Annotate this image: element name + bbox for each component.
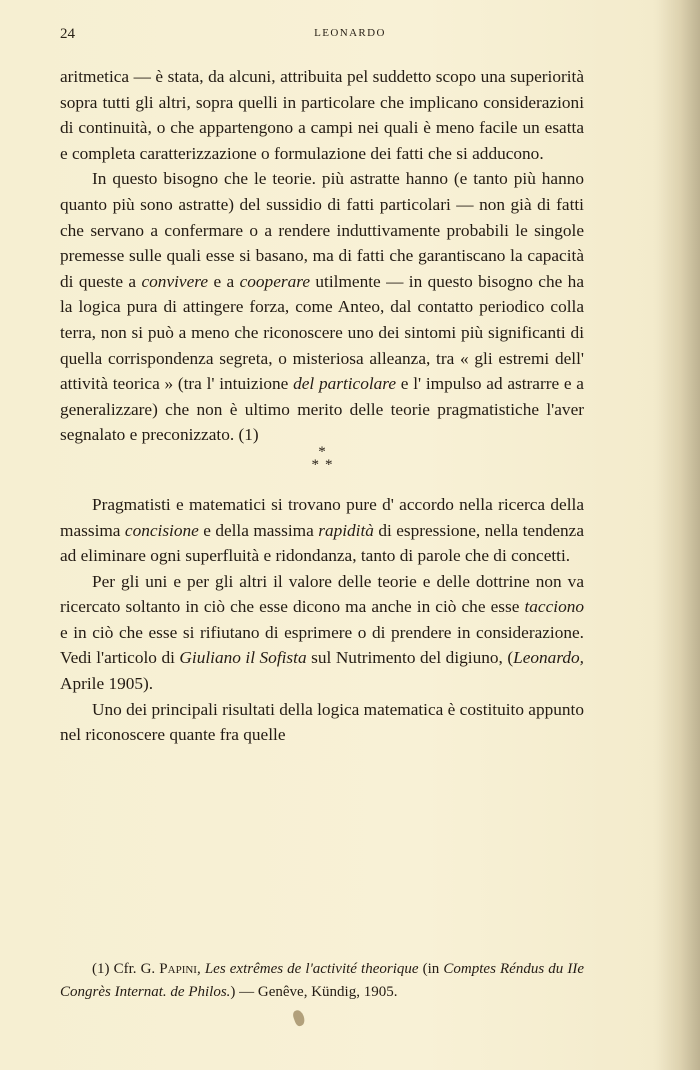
paragraph-2 [60, 166, 584, 448]
italic-concisione: concisione [124, 520, 199, 540]
paragraph-3 [60, 492, 584, 569]
italic-giuliano-il-sofista: Giuliano il Sofista [179, 648, 307, 668]
footnote-text-4: ) — Genêve, Kündig, 1905. [230, 983, 398, 1000]
body-text [60, 64, 584, 748]
asterisk-top: * [318, 443, 326, 460]
italic-rapidita: rapidità [318, 520, 374, 540]
page-number: 24 [60, 26, 75, 42]
paragraph-4 [60, 569, 584, 697]
italic-del-particolare: del particolare [293, 374, 397, 394]
asterisk-bottom: ** [311, 456, 339, 473]
footnote-proceedings: Comptes Réndus du IIe Congrès Internat. de Philos. [60, 961, 585, 1000]
section-separator [60, 444, 584, 492]
paragraph-2-text-2: e a [208, 271, 240, 291]
italic-tacciono: tacciono [524, 597, 584, 617]
running-head [60, 24, 640, 42]
footnote [60, 958, 584, 1003]
paragraph-4-text-1: Per gli uni e per gli altri il valore delle teorie e delle dottrine non va ricercato soltanto in ciò che esse dicono ma anche in ciò che esse [60, 571, 584, 617]
paragraph-4-text-3: sul Nutrimento del digiuno, ( [306, 648, 514, 668]
paragraph-2-text-4: e l' impulso ad astrarre e a generalizzare) che non è ultimo merito delle teorie pragmatistiche l'aver segnalato e preconizzato. (1) [60, 374, 584, 445]
paragraph-4-text-4: Aprile 1905). [60, 674, 154, 694]
footnote-text-3: (in [418, 961, 444, 977]
footnote-text-1: (1) Cfr. G. [92, 961, 160, 977]
italic-convivere: convivere [141, 271, 209, 291]
paragraph-3-text-2: e della massima [198, 520, 319, 540]
paragraph-2-text-1: In questo bisogno che le teorie. più astratte hanno (e tanto più hanno quanto più sono astratte) del sussidio di fatti particolari — non già di fatti che servano a confermare o a rendere induttivamente probabili le singole premesse sulle quali esse si basano, ma di fatti che garantiscano la capacità di queste a [60, 169, 584, 291]
paragraph-3-text-3: di espressione, nella tendenza ad eliminare ogni superfluità e ridondanza, tanto di parole che di concetti. [60, 520, 585, 566]
footnote-1 [60, 958, 584, 1003]
paragraph-1: aritmetica — è stata, da alcuni, attribuita pel suddetto scopo una superiorità sopra tutti gli altri, sopra quelli in particolare che implicano considerazioni di continuità, o che appartengono a campi nei quali è meno facile un esatta e completa caratterizzazione o formulazione dei fatti che si adducono. [60, 67, 584, 163]
running-title: LEONARDO [314, 27, 386, 39]
footnote-author: Papini [159, 961, 197, 977]
italic-leonardo: Leonardo, [513, 648, 584, 668]
footnote-title: Les extrêmes de l'activité theorique [204, 961, 419, 977]
paragraph-4-text-2: e in ciò che esse si rifiutano di esprimere o di prendere in considerazione. Vedi l'articolo di [60, 622, 584, 668]
paragraph-5: Uno dei principali risultati della logica matematica è costituito appunto nel riconoscere quante fra quelle [60, 699, 584, 745]
ink-stain [292, 1009, 307, 1027]
italic-cooperare: cooperare [239, 271, 310, 291]
page-gutter-shadow [652, 0, 700, 1070]
paragraph-2-text-3: utilmente — in questo bisogno che ha la logica pura di attingere forza, come Anteo, dal contatto periodico colla terra, non si può a meno che riconoscere uno dei sintomi più significanti di quella corrispondenza segreta, o misteriosa alleanza, tra « gli estremi dell' attività teorica » (tra l' intuizione [60, 271, 584, 394]
footnote-text-2: , [196, 961, 205, 977]
paragraph-3-text-1: Pragmatisti e matematici si trovano pure d' accordo nella ricerca della massima [60, 494, 584, 540]
